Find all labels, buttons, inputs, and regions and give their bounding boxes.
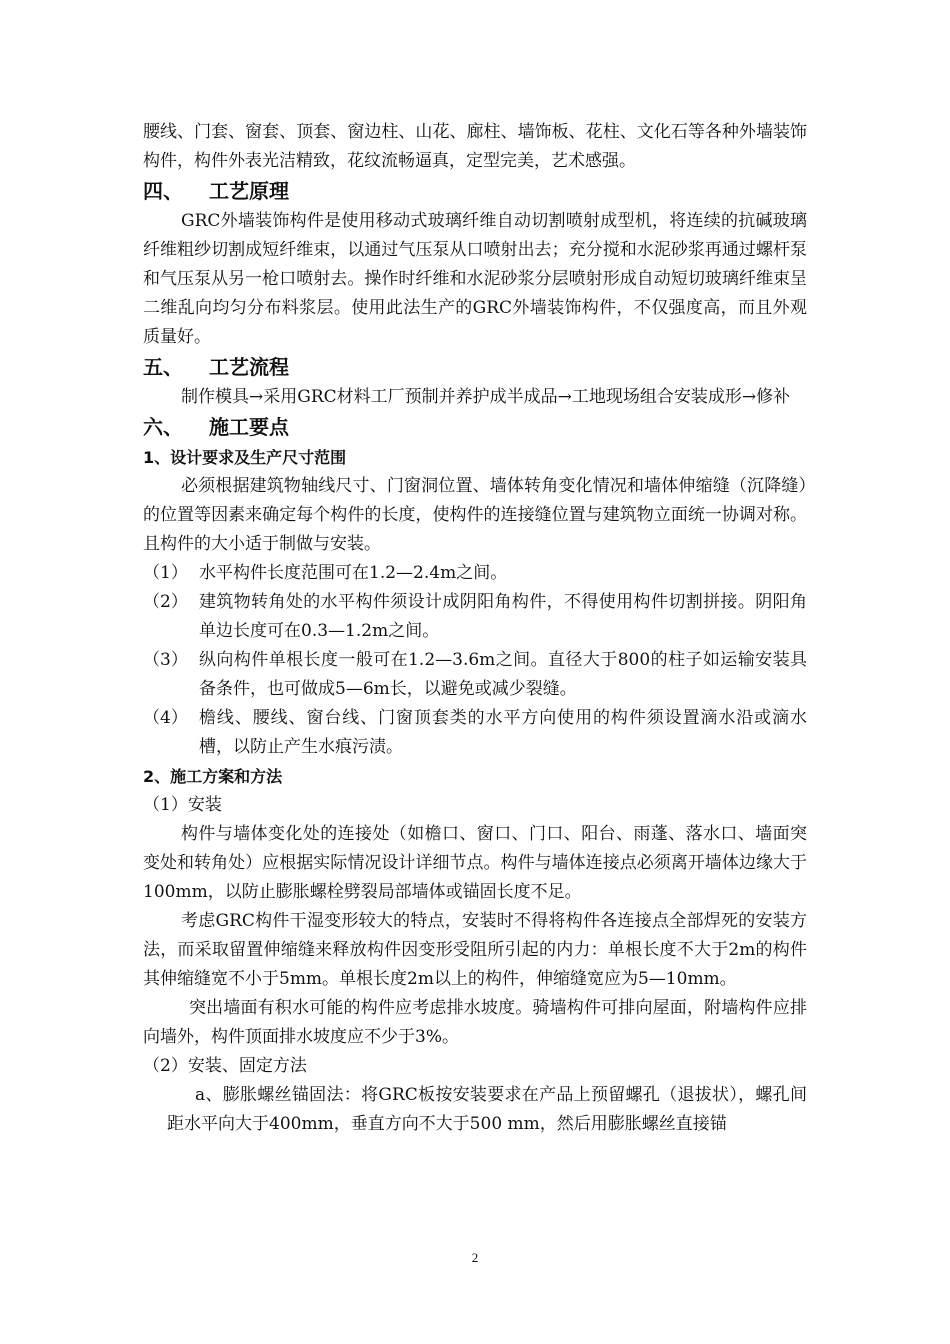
section-4-number: 四、	[143, 179, 183, 203]
list-item	[143, 704, 807, 762]
list-item-text: 建筑物转角处的水平构件须设计成阴阳角构件，不得使用构件切割拼接。阴阳角单边长度可在0.3—1.2m之间。	[199, 592, 807, 641]
list-item-text: 水平构件长度范围可在1.2—2.4m之间。	[199, 563, 508, 583]
install-paragraph-3: 突出墙面有积水可能的构件应考虑排水坡度。骑墙构件可排向屋面，附墙构件应排向墙外，构件顶面排水坡度应不少于3%。	[143, 998, 807, 1047]
install-paragraph-2: 考虑GRC构件干湿变形较大的特点，安装时不得将构件各连接点全部焊死的安装方法，而采取留置伸缩缝来释放构件因变形受阻所引起的内力：单根长度不大于2m的构件其伸缩缝宽不小于5mm。单根长度2m以上的构件，伸缩缝宽应为5—10mm。	[143, 911, 807, 989]
section-4-body: GRC外墙装饰构件是使用移动式玻璃纤维自动切割喷射成型机，将连续的抗碱玻璃纤维粗纱切割成短纤维束，以通过气压泵从口喷射出去；充分搅和水泥砂浆再通过螺杆泵和气压泵从另一枪口喷射去。操作时纤维和水泥砂浆分层喷射形成自动短切玻璃纤维束呈二维乱向均匀分布料浆层。使用此法生产的GRC外墙装饰构件，不仅强度高，而且外观质量好。	[143, 211, 807, 347]
list-item	[143, 559, 807, 588]
anchoring-paragraph: a、膨胀螺丝锚固法：将GRC板按安装要求在产品上预留螺孔（退拔状），螺孔间距水平向大于400mm，垂直方向不大于500 mm，然后用膨胀螺丝直接锚	[167, 1085, 807, 1134]
section-5-heading	[143, 352, 807, 383]
section-4-title: 工艺原理	[209, 179, 289, 203]
subsection-1-heading: 1、设计要求及生产尺寸范围	[143, 448, 347, 467]
section-5-body: 制作模具→采用GRC材料工厂预制并养护成半成品→工地现场组合安装成形→修补	[181, 387, 791, 407]
list-item-marker: （1）	[143, 563, 188, 583]
list-item	[143, 588, 807, 646]
list-item-text: 檐线、腰线、窗台线、门窗顶套类的水平方向使用的构件须设置滴水沿或滴水槽，以防止产生水痕污渍。	[199, 708, 807, 757]
list-item-marker: （4）	[143, 708, 188, 728]
list-item	[143, 646, 807, 704]
install-paragraph-1: 构件与墙体变化处的连接处（如檐口、窗口、门口、阳台、雨蓬、落水口、墙面突变处和转角处）应根据实际情况设计详细节点。构件与墙体连接点必须离开墙体边缘大于100mm，以防止膨胀螺栓劈裂局部墙体或锚固长度不足。	[143, 824, 807, 902]
subsection-2-item-2: （2）安装、固定方法	[143, 1056, 307, 1076]
subsection-1-body: 必须根据建筑物轴线尺寸、门窗洞位置、墙体转角变化情况和墙体伸缩缝（沉降缝）的位置等因素来确定每个构件的长度，使构件的连接缝位置与建筑物立面统一协调对称。且构件的大小适于制做与安装。	[143, 476, 807, 554]
section-5-title: 工艺流程	[209, 355, 289, 379]
list-item-marker: （2）	[143, 592, 188, 612]
list-item-text: 纵向构件单根长度一般可在1.2—3.6m之间。直径大于800的柱子如运输安装具备条件，也可做成5—6m长，以避免或减少裂缝。	[199, 650, 807, 699]
page-number: 2	[471, 1250, 479, 1265]
list-item-marker: （3）	[143, 650, 188, 670]
subsection-2-heading: 2、施工方案和方法	[143, 767, 283, 786]
section-6-heading	[143, 412, 807, 443]
section-6-title: 施工要点	[209, 415, 289, 439]
subsection-2-item-1: （1）安装	[143, 795, 222, 815]
section-5-number: 五、	[143, 355, 183, 379]
section-4-heading	[143, 176, 807, 207]
intro-paragraph: 腰线、门套、窗套、顶套、窗边柱、山花、廊柱、墙饰板、花柱、文化石等各种外墙装饰构件，构件外表光洁精致，花纹流畅逼真，定型完美，艺术感强。	[143, 122, 807, 171]
section-6-number: 六、	[143, 415, 183, 439]
